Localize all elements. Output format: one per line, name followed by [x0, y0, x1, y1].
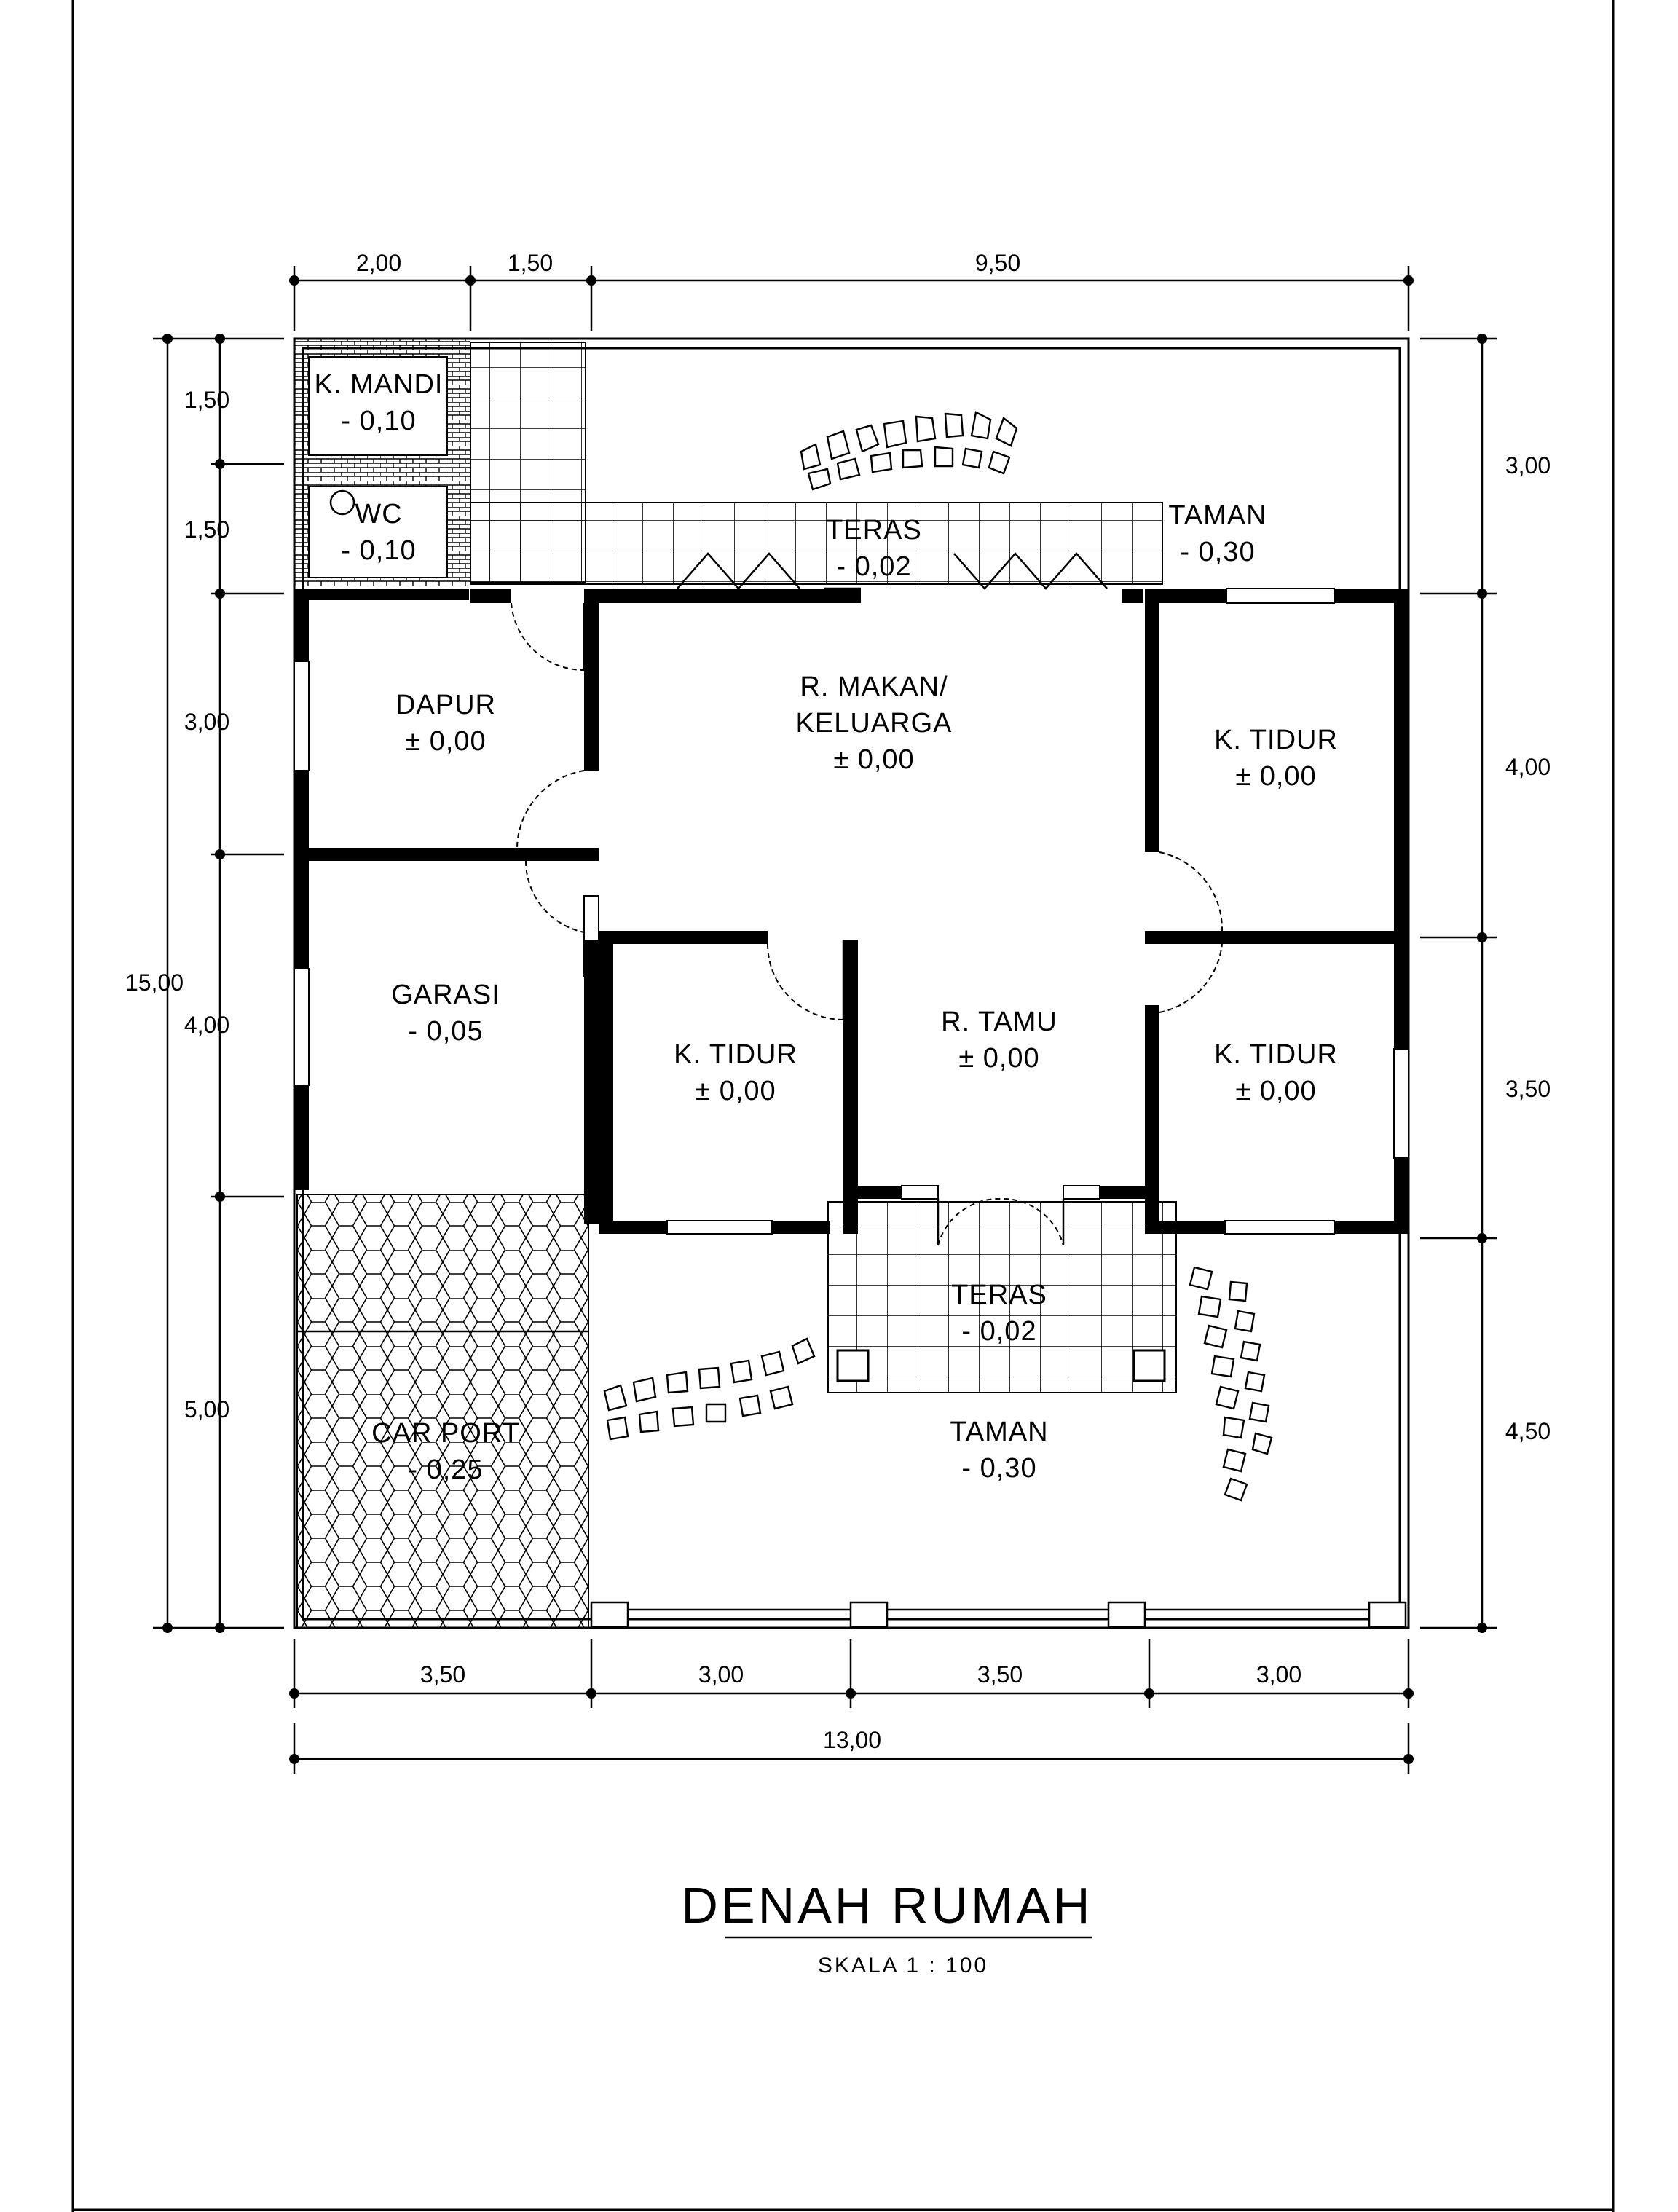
room-k-tidur-2-name: K. TIDUR [674, 1039, 797, 1070]
door-swings [331, 491, 1222, 1245]
room-taman-front-name: TAMAN [950, 1417, 1049, 1447]
dim-left-4: 4,00 [184, 1012, 230, 1038]
room-teras-front-name: TERAS [951, 1280, 1047, 1310]
room-k-tidur-3-name: K. TIDUR [1214, 1039, 1338, 1070]
room-k-mandi-name: K. MANDI [314, 369, 444, 400]
room-k-tidur-2-level: ± 0,00 [695, 1076, 776, 1106]
room-teras-back-name: TERAS [826, 515, 922, 546]
dim-left-total: 15,00 [125, 969, 184, 996]
room-teras-back-level: - 0,02 [836, 551, 912, 582]
room-k-mandi-level: - 0,10 [341, 406, 417, 436]
dim-top-3: 9,50 [974, 250, 1021, 276]
room-k-tidur-1-name: K. TIDUR [1214, 725, 1338, 755]
room-dapur-name: DAPUR [395, 690, 497, 720]
dim-bottom-total: 13,00 [822, 1727, 882, 1753]
room-garasi-name: GARASI [391, 980, 500, 1010]
room-r-tamu-name: R. TAMU [941, 1007, 1057, 1037]
title-main: DENAH RUMAH [681, 1877, 1093, 1934]
room-dapur-level: ± 0,00 [405, 726, 487, 757]
room-garasi-level: - 0,05 [408, 1016, 484, 1047]
room-r-makan-level: ± 0,00 [833, 744, 915, 775]
room-teras-front-level: - 0,02 [961, 1316, 1037, 1347]
dim-top-1: 2,00 [355, 250, 402, 276]
dim-left-1: 1,50 [184, 387, 230, 413]
dim-right-3: 3,50 [1505, 1076, 1551, 1102]
room-r-makan-name-1: R. MAKAN/ [800, 672, 948, 702]
dim-left-3: 3,00 [184, 709, 230, 735]
dim-right-4: 4,50 [1505, 1418, 1551, 1444]
dim-left-2: 1,50 [184, 516, 230, 543]
room-k-tidur-1-level: ± 0,00 [1235, 761, 1317, 792]
room-r-tamu-level: ± 0,00 [958, 1043, 1040, 1074]
dim-left-5: 5,00 [184, 1396, 230, 1422]
room-car-port-name: CAR PORT [371, 1418, 520, 1449]
room-wc-name: WC [355, 499, 403, 530]
title-scale: SKALA 1 : 100 [817, 1953, 989, 1977]
dim-right-1: 3,00 [1505, 452, 1551, 479]
room-taman-back-name: TAMAN [1168, 500, 1267, 531]
dim-bottom-2: 3,00 [698, 1661, 744, 1688]
room-taman-front-level: - 0,30 [961, 1453, 1037, 1484]
dim-bottom-4: 3,00 [1256, 1661, 1302, 1688]
room-car-port-level: - 0,25 [408, 1455, 484, 1485]
room-wc-level: - 0,10 [341, 535, 417, 566]
room-r-makan-name-2: KELUARGA [795, 708, 953, 739]
dim-bottom-1: 3,50 [420, 1661, 466, 1688]
dim-right-2: 4,00 [1505, 754, 1551, 780]
dim-bottom-3: 3,50 [977, 1661, 1023, 1688]
room-taman-back-level: - 0,30 [1180, 537, 1256, 567]
drawing-title [681, 1877, 1092, 1977]
dim-top-2: 1,50 [507, 250, 554, 276]
room-k-tidur-3-level: ± 0,00 [1235, 1076, 1317, 1106]
